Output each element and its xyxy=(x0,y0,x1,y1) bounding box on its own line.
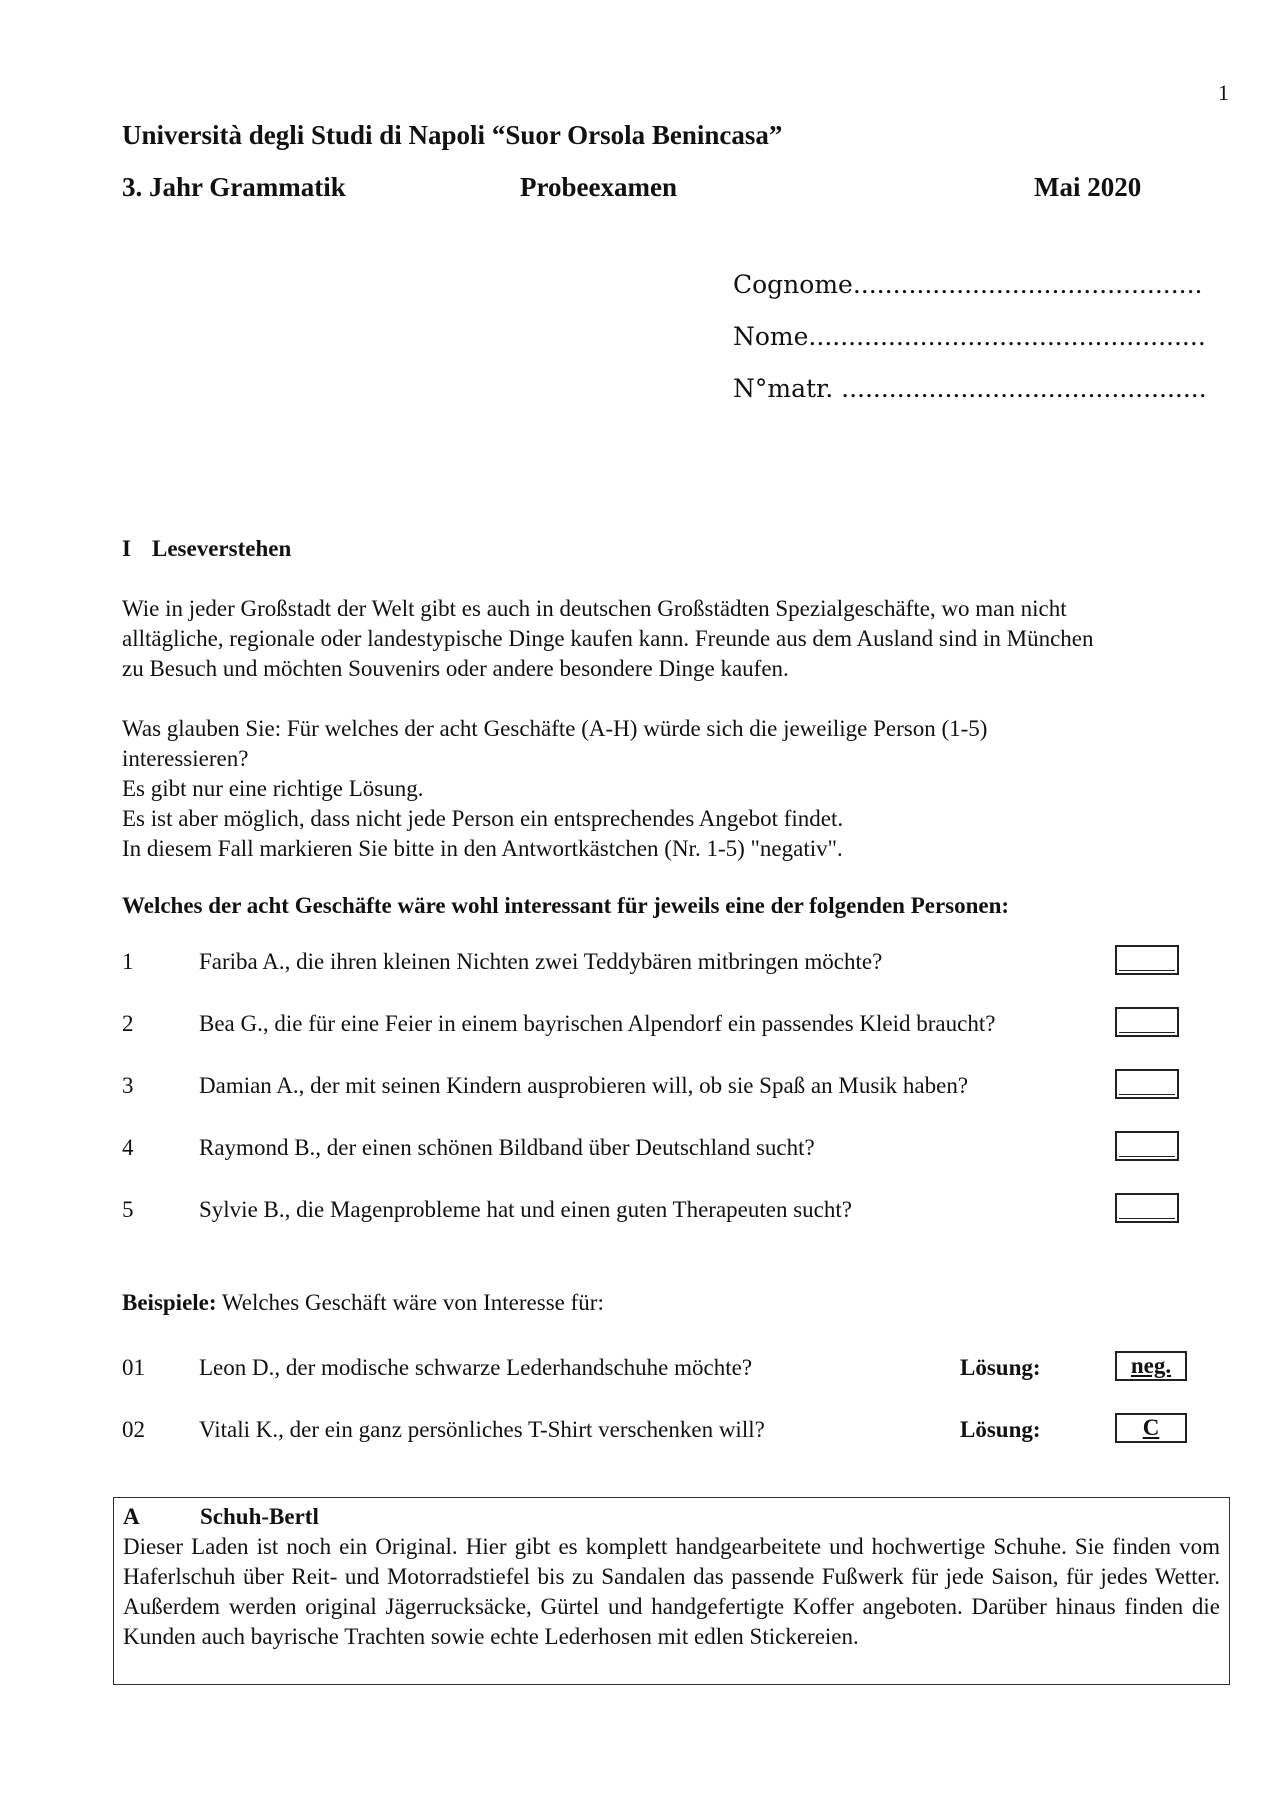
instruction-line: Es gibt nur eine richtige Lösung. xyxy=(122,776,424,801)
matricola-field[interactable]: N°matr. .............................................. xyxy=(733,374,1207,403)
solution-box-01: neg. xyxy=(1115,1351,1187,1381)
person-item-2 xyxy=(122,1007,1202,1043)
answer-box-4[interactable] xyxy=(1115,1131,1179,1161)
person-item-4 xyxy=(122,1131,1202,1167)
item-text: Bea G., die für eine Feier in einem bayrischen Alpendorf ein passendes Kleid braucht? xyxy=(199,1011,996,1036)
person-item-3 xyxy=(122,1069,1202,1105)
task-question: Welches der acht Geschäfte wäre wohl interessant für jeweils eine der folgenden Personen: xyxy=(122,893,1010,918)
example-text: Vitali K., der ein ganz persönliches T-Shirt verschenken will? xyxy=(199,1417,765,1442)
answer-box-1[interactable] xyxy=(1115,945,1179,975)
example-number: 02 xyxy=(122,1417,145,1442)
shop-letter: A xyxy=(123,1504,140,1529)
instruction-line: interessieren? xyxy=(122,746,249,771)
university-title: Università degli Studi di Napoli “Suor Orsola Benincasa” xyxy=(122,120,783,150)
exam-title: Probeexamen xyxy=(520,172,677,202)
example-item-01 xyxy=(122,1351,1202,1387)
section-title: Leseverstehen xyxy=(152,536,292,561)
instructions-paragraph xyxy=(122,714,1222,864)
shop-text: Dieser Laden ist noch ein Original. Hier gibt es komplett handgearbeitete und hochwertige Schuhe. Sie finden vom Haferlschuh über Reit- und Motorradstiefel bis zu Sandalen das passende Fußwerk für jede Saison, für jedes Wetter. Außerdem werden original Jägerrucksäcke, Gürtel und handgefertigte Koffer angeboten. Darüber hinaus finden die Kunden auch bayrische Trachten sowie echte Lederhosen mit edlen Stickereien. xyxy=(123,1534,1220,1649)
exam-date: Mai 2020 xyxy=(1034,172,1142,202)
item-number: 5 xyxy=(122,1197,134,1222)
intro-line: zu Besuch und möchten Souvenirs oder andere besondere Dinge kaufen. xyxy=(122,656,789,681)
section-number: I xyxy=(122,536,131,561)
instruction-line: Was glauben Sie: Für welches der acht Geschäfte (A-H) würde sich die jeweilige Person (1-5) xyxy=(122,716,988,741)
item-number: 4 xyxy=(122,1135,134,1160)
item-number: 2 xyxy=(122,1011,134,1036)
instruction-line: In diesem Fall markieren Sie bitte in den Antwortkästchen (Nr. 1-5) "negativ". xyxy=(122,836,843,861)
solution-label: Lösung: xyxy=(960,1417,1041,1442)
shop-heading xyxy=(123,1502,1220,1532)
item-text: Sylvie B., die Magenprobleme hat und einen guten Therapeuten sucht? xyxy=(199,1197,852,1222)
page-number: 1 xyxy=(1218,80,1229,105)
section-heading xyxy=(122,536,291,562)
solution-label: Lösung: xyxy=(960,1355,1041,1380)
shop-name: Schuh-Bertl xyxy=(200,1504,319,1529)
answer-box-3[interactable] xyxy=(1115,1069,1179,1099)
intro-line: Wie in jeder Großstadt der Welt gibt es auch in deutschen Großstädten Spezialgeschäfte, wo man nicht xyxy=(122,596,1067,621)
example-text: Leon D., der modische schwarze Lederhandschuhe möchte? xyxy=(199,1355,753,1380)
answer-box-5[interactable] xyxy=(1115,1193,1179,1223)
person-item-1 xyxy=(122,945,1202,981)
example-number: 01 xyxy=(122,1355,145,1380)
intro-line: alltägliche, regionale oder landestypische Dinge kaufen kann. Freunde aus dem Ausland sind in München xyxy=(122,626,1094,651)
examples-intro xyxy=(122,1290,604,1316)
examples-intro-text: Welches Geschäft wäre von Interesse für: xyxy=(216,1290,604,1315)
nome-field[interactable]: Nome.................................................. xyxy=(733,322,1206,351)
shop-description-box xyxy=(113,1497,1230,1685)
person-item-5 xyxy=(122,1193,1202,1229)
item-text: Raymond B., der einen schönen Bildband über Deutschland sucht? xyxy=(199,1135,815,1160)
item-number: 1 xyxy=(122,949,134,974)
answer-box-2[interactable] xyxy=(1115,1007,1179,1037)
student-fields xyxy=(733,270,1207,426)
cognome-field[interactable]: Cognome............................................ xyxy=(733,270,1203,299)
exam-header-row xyxy=(122,172,1162,206)
instruction-line: Es ist aber möglich, dass nicht jede Person ein entsprechendes Angebot findet. xyxy=(122,806,844,831)
item-text: Fariba A., die ihren kleinen Nichten zwei Teddybären mitbringen möchte? xyxy=(199,949,883,974)
item-number: 3 xyxy=(122,1073,134,1098)
intro-paragraph xyxy=(122,594,1222,684)
example-item-02 xyxy=(122,1413,1202,1449)
examples-label: Beispiele: xyxy=(122,1290,217,1315)
item-text: Damian A., der mit seinen Kindern ausprobieren will, ob sie Spaß an Musik haben? xyxy=(199,1073,969,1098)
course-title: 3. Jahr Grammatik xyxy=(122,172,346,202)
solution-box-02: C xyxy=(1115,1413,1187,1443)
